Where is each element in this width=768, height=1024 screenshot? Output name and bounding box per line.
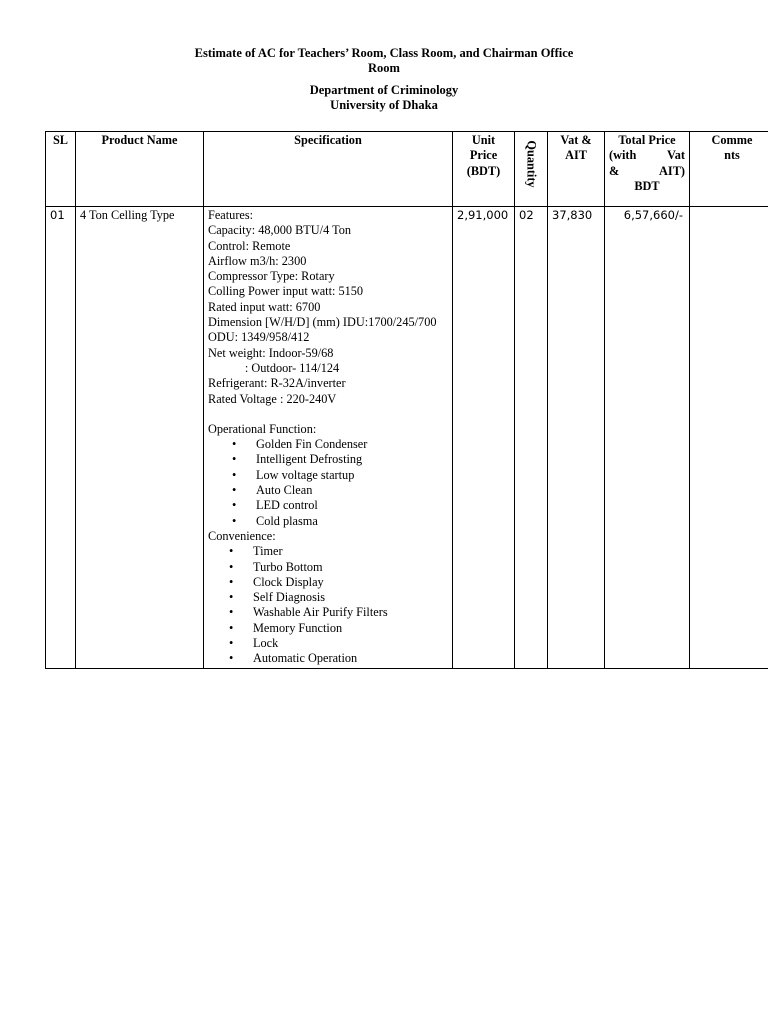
convenience-list — [208, 544, 448, 666]
table-header-row — [46, 132, 768, 207]
estimate-table — [45, 131, 768, 669]
list-item — [208, 621, 448, 636]
list-item-text: Memory Function — [253, 620, 343, 635]
spec-line: Dimension [W/H/D] (mm) IDU:1700/245/700 — [208, 315, 437, 330]
bullet-icon: • — [232, 513, 237, 528]
row-total-price: 6,57,660/- — [605, 207, 690, 669]
spec-line: Net weight: Indoor-59/68 — [208, 345, 334, 360]
document-subtitle — [0, 83, 768, 113]
table-row — [46, 207, 768, 669]
title-line-1: Estimate of AC for Teachers’ Room, Class Room, and Chairman Office — [194, 46, 574, 60]
list-item-text: Timer — [253, 544, 283, 559]
list-item — [208, 544, 448, 559]
spec-line: Rated Voltage : 220-240V — [208, 391, 337, 406]
spec-line: ODU: 1349/958/412 — [208, 330, 310, 345]
title-line-2: Room — [368, 61, 400, 75]
header-specification: Specification — [204, 132, 453, 207]
row-product-name: 4 Ton Celling Type — [76, 207, 204, 669]
university-name: University of Dhaka — [330, 98, 438, 112]
operational-function-list — [208, 437, 448, 529]
row-specification — [204, 207, 453, 669]
bullet-icon: • — [232, 483, 237, 498]
list-item-text: Lock — [253, 636, 279, 651]
row-vat-ait: 37,830 — [548, 207, 605, 669]
bullet-icon: • — [232, 498, 237, 513]
list-item — [208, 575, 448, 590]
list-item-text: Golden Fin Condenser — [256, 437, 368, 452]
list-item — [208, 452, 448, 467]
list-item — [208, 605, 448, 620]
list-item — [208, 498, 448, 513]
bullet-icon: • — [229, 651, 234, 666]
list-item — [208, 651, 448, 666]
row-sl: 01 — [46, 207, 76, 669]
list-item-text: LED control — [256, 498, 318, 513]
header-total-price: Total Price (with Vat & AIT) BDT — [605, 132, 690, 207]
list-item — [208, 560, 448, 575]
list-item — [208, 468, 448, 483]
operational-heading: Operational Function: — [208, 421, 317, 436]
list-item-text: Auto Clean — [256, 483, 313, 498]
spec-line: Airflow m3/h: 2300 — [208, 253, 307, 268]
list-item-text: Intelligent Defrosting — [256, 452, 363, 467]
bullet-icon: • — [229, 544, 234, 559]
header-comments: Comme nts — [690, 132, 768, 207]
department-name: Department of Criminology — [309, 83, 459, 97]
list-item — [208, 437, 448, 452]
list-item-text: Turbo Bottom — [253, 559, 323, 574]
header-sl: SL — [46, 132, 76, 207]
list-item-text: Clock Display — [253, 574, 324, 589]
bullet-icon: • — [229, 559, 234, 574]
list-item-text: Washable Air Purify Filters — [253, 605, 388, 620]
bullet-icon: • — [229, 590, 234, 605]
list-item-text: Low voltage startup — [256, 467, 355, 482]
spec-line: : Outdoor- 114/124 — [208, 360, 340, 375]
row-comments — [690, 207, 768, 669]
spec-line: Compressor Type: Rotary — [208, 269, 335, 284]
header-quantity: Quantity — [515, 132, 548, 207]
bullet-icon: • — [229, 574, 234, 589]
header-vat-ait: Vat & AIT — [548, 132, 605, 207]
bullet-icon: • — [229, 620, 234, 635]
spec-feature-lines — [208, 208, 448, 407]
list-item — [208, 590, 448, 605]
spec-line: Colling Power input watt: 5150 — [208, 284, 364, 299]
row-quantity: 02 — [515, 207, 548, 669]
list-item — [208, 514, 448, 529]
bullet-icon: • — [232, 437, 237, 452]
spec-line: Features: — [208, 208, 254, 222]
bullet-icon: • — [232, 467, 237, 482]
list-item-text: Automatic Operation — [253, 651, 358, 666]
spec-line: Rated input watt: 6700 — [208, 299, 321, 314]
bullet-icon: • — [229, 605, 234, 620]
header-product-name: Product Name — [76, 132, 204, 207]
list-item-text: Cold plasma — [256, 513, 318, 528]
list-item — [208, 483, 448, 498]
document-title — [0, 46, 768, 76]
header-unit-price: Unit Price (BDT) — [453, 132, 515, 207]
bullet-icon: • — [232, 452, 237, 467]
convenience-heading: Convenience: — [208, 528, 276, 543]
row-unit-price: 2,91,000 — [453, 207, 515, 669]
list-item — [208, 636, 448, 651]
spec-line: Refrigerant: R-32A/inverter — [208, 376, 346, 391]
bullet-icon: • — [229, 636, 234, 651]
spec-line: Control: Remote — [208, 238, 291, 253]
list-item-text: Self Diagnosis — [253, 590, 326, 605]
spec-line: Capacity: 48,000 BTU/4 Ton — [208, 223, 352, 238]
